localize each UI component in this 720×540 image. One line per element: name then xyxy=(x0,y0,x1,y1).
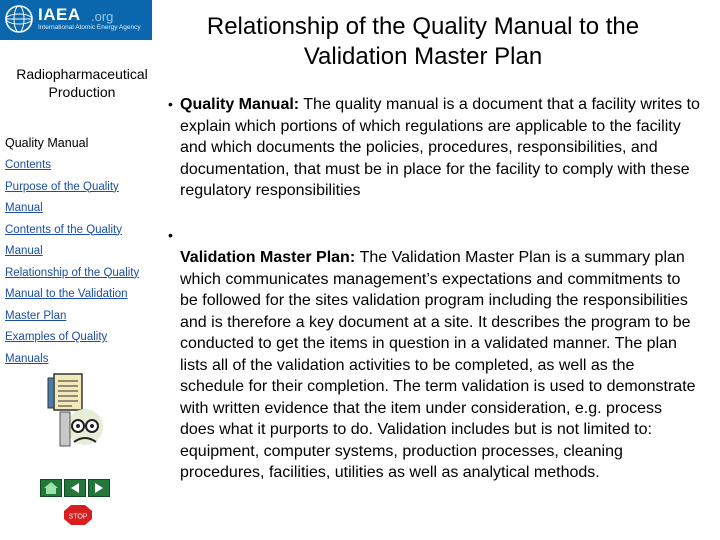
bullet-validation-master-plan xyxy=(180,247,700,484)
sidebar-item-label[interactable]: Examples of Quality Manuals xyxy=(5,331,108,365)
sidebar-item-label[interactable]: Contents xyxy=(5,159,52,171)
stop-button[interactable] xyxy=(64,505,92,525)
bullet-quality-manual xyxy=(180,94,700,202)
stop-icon xyxy=(64,505,92,525)
back-button[interactable] xyxy=(64,479,86,497)
sidebar-item-label[interactable]: Purpose of the Quality Manual xyxy=(5,180,119,214)
bullet-marker: • xyxy=(168,96,173,112)
sidebar-item-contents[interactable] xyxy=(5,155,153,177)
logo-suffix: .org xyxy=(91,9,114,24)
section-title: Radiopharmaceutical Production xyxy=(16,66,148,100)
logo-text: IAEA xyxy=(38,5,81,24)
forward-icon xyxy=(89,480,109,496)
bullet-term: Validation Master Plan: xyxy=(180,249,360,266)
back-icon xyxy=(65,480,85,496)
sidebar-item-label[interactable]: Contents of the Quality Manual xyxy=(5,223,122,257)
sidebar-item-relationship[interactable] xyxy=(5,263,145,328)
bullet-marker: • xyxy=(168,227,173,243)
bullet-text: The quality manual is a document that a facility writes to explain which portions of which regulations are applicable to the facility and which documents the policies, procedures, responsibilities, and documentation, that must be in place for the facility to comply with these regulatory responsibilities xyxy=(180,96,700,199)
logo-subtitle: International Atomic Energy Agency xyxy=(38,24,141,31)
globe-icon xyxy=(4,4,34,34)
sidebar-nav xyxy=(5,155,153,370)
sidebar-item-purpose[interactable] xyxy=(5,177,130,220)
bullet-text: The Validation Master Plan is a summary plan which communicates management’s expectations and commitments to be followed for the sites validation program including the responsibilities and is therefore a key document at a site. It describes the program to be conducted to get the items in question in a validated manner. The plan lists all of the validation activities to be completed, as well as the schedule for their completion. The term validation is used to demonstrate with written evidence that the item under consideration, e.g. process does what it purports to do. Validation includes but is not limited to: equipment, computer systems, production processes, cleaning procedures, facilities, utilities as well as analytical methods. xyxy=(180,249,696,481)
sidebar-item-label[interactable]: Relationship of the Quality Manual to the Validation Master Plan xyxy=(5,266,140,322)
sidebar-item-examples[interactable] xyxy=(5,327,125,370)
home-icon xyxy=(41,480,61,496)
forward-button[interactable] xyxy=(88,479,110,497)
bullet-term: Quality Manual: xyxy=(180,96,300,113)
sidebar-item-contents-of[interactable] xyxy=(5,220,130,263)
book-scientist-icon xyxy=(40,372,104,450)
home-button[interactable] xyxy=(40,479,62,497)
iaea-logo xyxy=(0,0,152,40)
page-title: Relationship of the Quality Manual to the Validation Master Plan xyxy=(206,13,640,70)
stop-label: STOP xyxy=(68,513,88,521)
sidebar-heading: Quality Manual xyxy=(5,136,89,150)
